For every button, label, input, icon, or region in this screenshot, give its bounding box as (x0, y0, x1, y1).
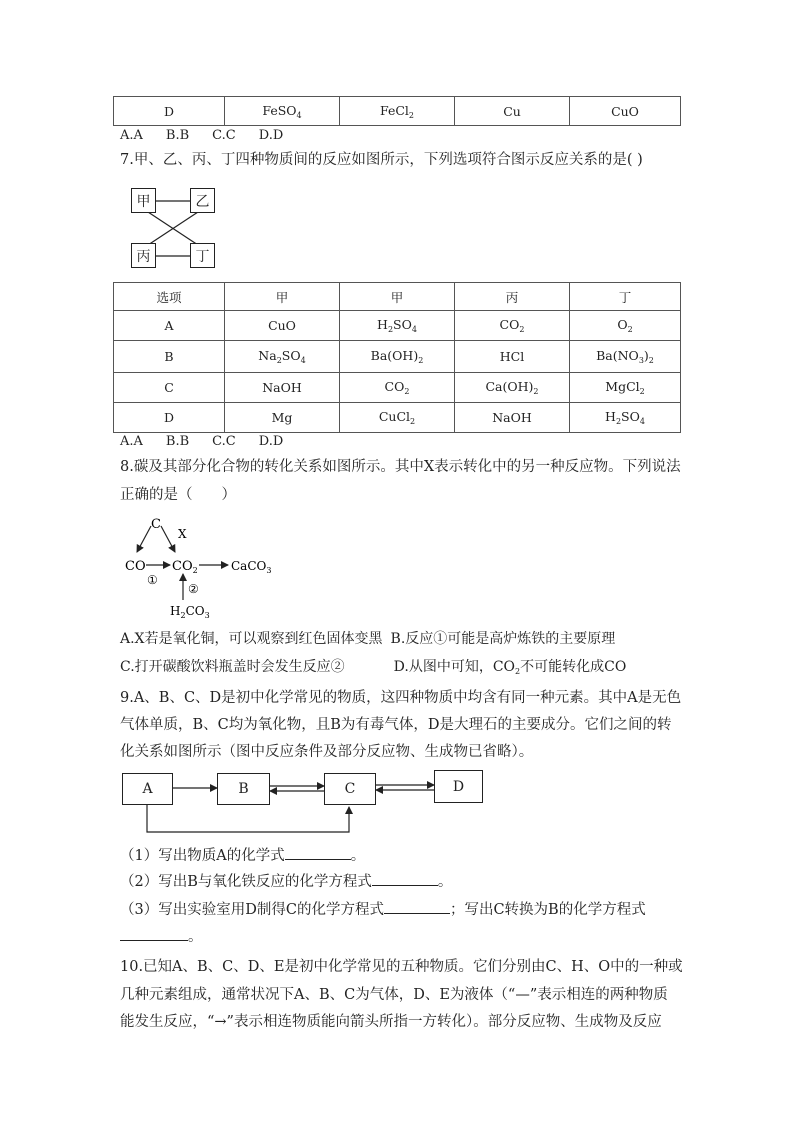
table-header-row (114, 283, 681, 311)
q8-option-c[interactable]: C.打开碳酸饮料瓶盖时会发生反应② (120, 659, 345, 675)
box-bing: 丙 (131, 243, 156, 268)
label-c: C (151, 517, 161, 532)
label-h2co3: $H_2CO_3$ (170, 604, 210, 620)
q8-options-row1 (120, 629, 615, 649)
answer-blank[interactable] (120, 926, 188, 941)
q7-stem: 7.甲、乙、丙、丁四种物质间的反应如图所示，下列选项符合图示反应关系的是( ) (120, 152, 643, 168)
choice-a[interactable]: A.A (120, 128, 143, 143)
arrow-c-to-co2 (161, 526, 175, 552)
cell-bing: HCl (455, 341, 570, 373)
label-reaction-2: ② (188, 582, 199, 596)
q9-line3: 化关系如图所示（图中反应条件及部分反应物、生成物已省略）。 (120, 744, 534, 760)
answer-blank[interactable] (384, 899, 450, 914)
q9-box-c: C (324, 773, 376, 805)
q6-cell-cuo: CuO (570, 97, 681, 126)
label-co: CO (125, 559, 146, 574)
row-option: C (114, 373, 225, 403)
cell-jia: CuO (225, 311, 340, 341)
cell-jia: $Na_2SO_4$ (225, 341, 340, 373)
q9-box-d: D (434, 770, 483, 803)
q9-line2: 气体单质，B、C均为氧化物，且B为有毒气体，D是大理石的主要成分。它们之间的转 (120, 717, 672, 733)
cell-yi: $H_2SO_4$ (340, 311, 455, 341)
q9-box-b: B (217, 773, 270, 805)
cell-bing: NaOH (455, 403, 570, 433)
cell-ding: $O_2$ (570, 311, 681, 341)
cell-ding: $Ba(NO_3)_2$ (570, 341, 681, 373)
q9-sub3: （3）写出实验室用D制得C的化学方程式 ；写出C转换为B的化学方程式 (120, 899, 646, 920)
cell-jia: NaOH (225, 373, 340, 403)
cell-yi: CuCl$_2$ (340, 403, 455, 433)
choice-b[interactable]: B.B (165, 128, 190, 143)
q8-stem-line2: 正确的是（ ） (120, 487, 236, 503)
q8-option-a[interactable]: A.X若是氧化铜，可以观察到红色固体变黑 (120, 631, 383, 647)
row-option: B (114, 341, 225, 373)
q9-sub3-cont: 。 (120, 926, 203, 947)
q8-options-row2 (120, 657, 626, 682)
header-bing: 丙 (455, 283, 570, 311)
label-reaction-1: ① (147, 573, 158, 587)
header-yi: 甲 (340, 283, 455, 311)
header-ding: 丁 (570, 283, 681, 311)
q9-line1: 9.A、B、C、D是初中化学常见的物质，这四种物质中均含有同一种元素。其中A是无色 (120, 690, 682, 706)
table-row (114, 311, 681, 341)
row-option: D (114, 403, 225, 433)
q8-option-d[interactable]: D.从图中可知，$CO_2$不可能转化成CO (393, 659, 627, 676)
cell-ding: MgCl$_2$ (570, 373, 681, 403)
q6-cell-feso4: FeSO$_4$ (225, 97, 340, 126)
cell-yi: $CO_2$ (340, 373, 455, 403)
q8-stem-line1: 8.碳及其部分化合物的转化关系如图所示。其中X表示转化中的另一种反应物。下列说法 (120, 459, 681, 475)
box-ding: 丁 (190, 243, 215, 268)
choice-a[interactable]: A.A (120, 434, 143, 449)
cell-bing: $Ca(OH)_2$ (455, 373, 570, 403)
table-row (114, 341, 681, 373)
answer-blank[interactable] (372, 871, 438, 886)
choice-b[interactable]: B.B (165, 434, 190, 449)
table-row (114, 373, 681, 403)
q9-sub1: （1）写出物质A的化学式 。 (120, 845, 365, 866)
q6-answer-choices (120, 126, 306, 146)
table-row (114, 403, 681, 433)
box-yi: 乙 (190, 188, 215, 213)
label-co2: $CO_2$ (172, 559, 198, 575)
label-x: X (178, 527, 187, 541)
header-option: 选项 (114, 283, 225, 311)
row-option: A (114, 311, 225, 341)
cell-ding: $H_2SO_4$ (570, 403, 681, 433)
q9-diagram (120, 770, 490, 840)
q10-line1: 10.已知A、B、C、D、E是初中化学常见的五种物质。它们分别由C、H、O中的一种或 (120, 959, 683, 975)
cell-bing: $CO_2$ (455, 311, 570, 341)
label-caco3: CaCO$_3$ (231, 559, 272, 575)
q7-table (113, 282, 681, 433)
q9-sub2: （2）写出B与氧化铁反应的化学方程式 。 (120, 871, 452, 892)
q6-cell-fecl2: FeCl$_2$ (340, 97, 455, 126)
q6-table (113, 96, 681, 126)
q7-diagram (128, 183, 220, 273)
q6-option-d: D (114, 97, 225, 126)
arrow-c-to-co (137, 526, 151, 552)
choice-d[interactable]: D.D (258, 434, 284, 449)
answer-blank[interactable] (285, 845, 351, 860)
box-jia: 甲 (131, 188, 156, 213)
q8-diagram (120, 512, 280, 622)
table-row (114, 97, 681, 126)
q9-box-a: A (122, 773, 173, 805)
arrow-a-to-c (147, 805, 349, 832)
cell-jia: Mg (225, 403, 340, 433)
choice-c[interactable]: C.C (212, 434, 236, 449)
cell-yi: $Ba(OH)_2$ (340, 341, 455, 373)
q10-line2: 几种元素组成，通常状况下A、B、C为气体，D、E为液体（“—”表示相连的两种物质 (120, 987, 668, 1003)
choice-c[interactable]: C.C (212, 128, 236, 143)
header-jia: 甲 (225, 283, 340, 311)
q6-cell-cu: Cu (455, 97, 570, 126)
q7-answer-choices (120, 432, 306, 452)
q10-line3: 能发生反应，“→”表示相连物质能向箭头所指一方转化）。部分反应物、生成物及反应 (120, 1014, 662, 1030)
choice-d[interactable]: D.D (258, 128, 284, 143)
q8-option-b[interactable]: B.反应①可能是高炉炼铁的主要原理 (390, 631, 616, 647)
